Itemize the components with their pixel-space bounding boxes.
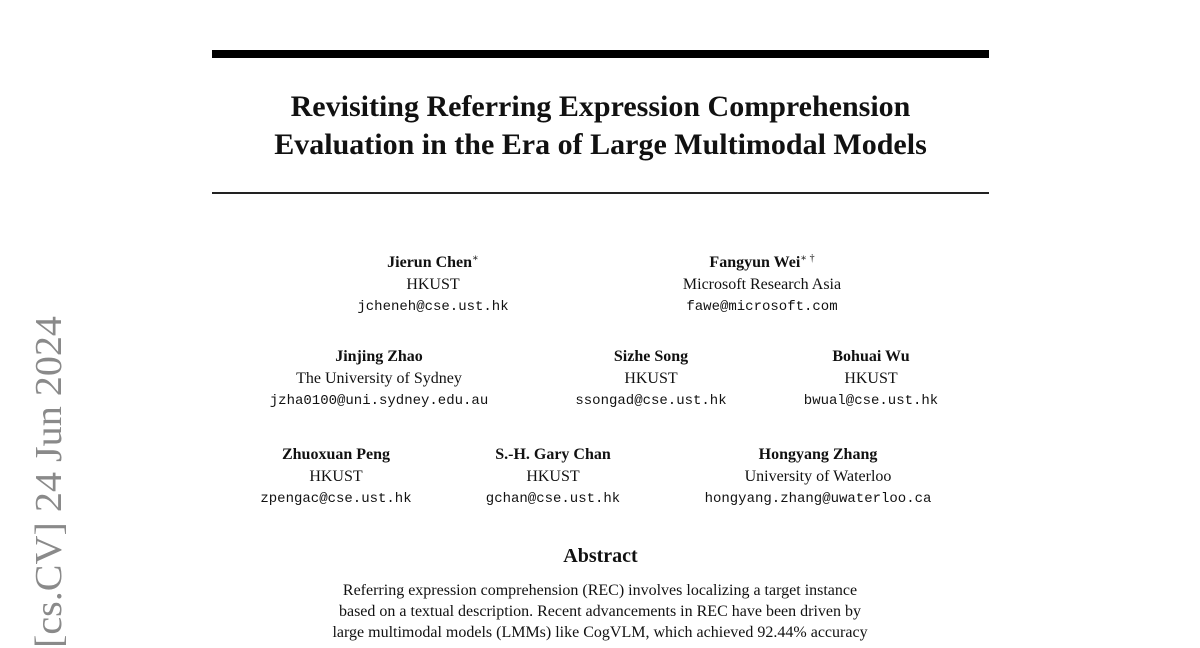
abstract-heading: Abstract xyxy=(563,545,638,567)
author-footnote-mark: ∗ xyxy=(472,253,479,264)
author-name: S.-H. Gary Chan xyxy=(495,446,611,463)
author-email: bwual@cse.ust.hk xyxy=(803,393,939,409)
author-name: Hongyang Zhang xyxy=(758,446,878,463)
author-name: Sizhe Song xyxy=(613,348,689,365)
author-name: Fangyun Wei∗ † xyxy=(709,253,815,271)
author-block-jinjing-zhao xyxy=(270,346,488,412)
author-name: Zhuoxuan Peng xyxy=(281,446,391,463)
author-block-hongyang-zhang xyxy=(705,444,932,510)
author-email: ssongad@cse.ust.hk xyxy=(575,393,727,409)
author-affiliation: University of Waterloo xyxy=(744,468,892,485)
abstract-line-2: based on a textual description. Recent advancements in REC have been driven by xyxy=(338,603,862,620)
author-block-gary-chan xyxy=(486,444,620,510)
author-affiliation: The University of Sydney xyxy=(296,370,462,387)
paper-title-line-1: Revisiting Referring Expression Comprehension xyxy=(290,90,911,123)
author-email: hongyang.zhang@uwaterloo.ca xyxy=(704,491,932,507)
title-bottom-rule xyxy=(212,192,989,194)
author-affiliation: HKUST xyxy=(406,276,460,293)
abstract-body xyxy=(274,580,926,643)
paper-title-line-2: Evaluation in the Era of Large Multimodal Models xyxy=(274,128,927,161)
author-name: Jierun Chen∗ xyxy=(387,253,479,271)
author-email: jcheneh@cse.ust.hk xyxy=(357,299,509,315)
arxiv-stamp-text: [cs.CV] 24 Jun 2024 xyxy=(28,333,70,648)
author-name: Jinjing Zhao xyxy=(335,348,423,365)
author-affiliation: HKUST xyxy=(309,468,363,485)
author-email: fawe@microsoft.com xyxy=(686,299,838,315)
author-email: jzha0100@uni.sydney.edu.au xyxy=(269,393,489,409)
author-affiliation: HKUST xyxy=(526,468,580,485)
author-block-zhuoxuan-peng xyxy=(260,444,411,510)
author-block-fangyun-wei xyxy=(683,248,841,318)
author-email: zpengac@cse.ust.hk xyxy=(260,491,412,507)
author-affiliation: HKUST xyxy=(624,370,678,387)
author-name: Bohuai Wu xyxy=(832,348,910,365)
arxiv-identifier-stamp xyxy=(30,315,68,648)
title-top-rule xyxy=(212,50,989,58)
author-affiliation: HKUST xyxy=(844,370,898,387)
author-block-jierun-chen xyxy=(357,248,508,318)
author-footnote-mark: ∗ † xyxy=(800,253,815,264)
author-block-sizhe-song xyxy=(575,346,726,412)
abstract-line-1: Referring expression comprehension (REC) involves localizing a target instance xyxy=(342,582,858,599)
abstract-line-3: large multimodal models (LMMs) like CogVLM, which achieved 92.44% accuracy xyxy=(332,624,868,641)
paper-title xyxy=(212,88,989,164)
author-block-bohuai-wu xyxy=(804,346,938,412)
author-affiliation: Microsoft Research Asia xyxy=(682,276,842,293)
author-email: gchan@cse.ust.hk xyxy=(485,491,621,507)
